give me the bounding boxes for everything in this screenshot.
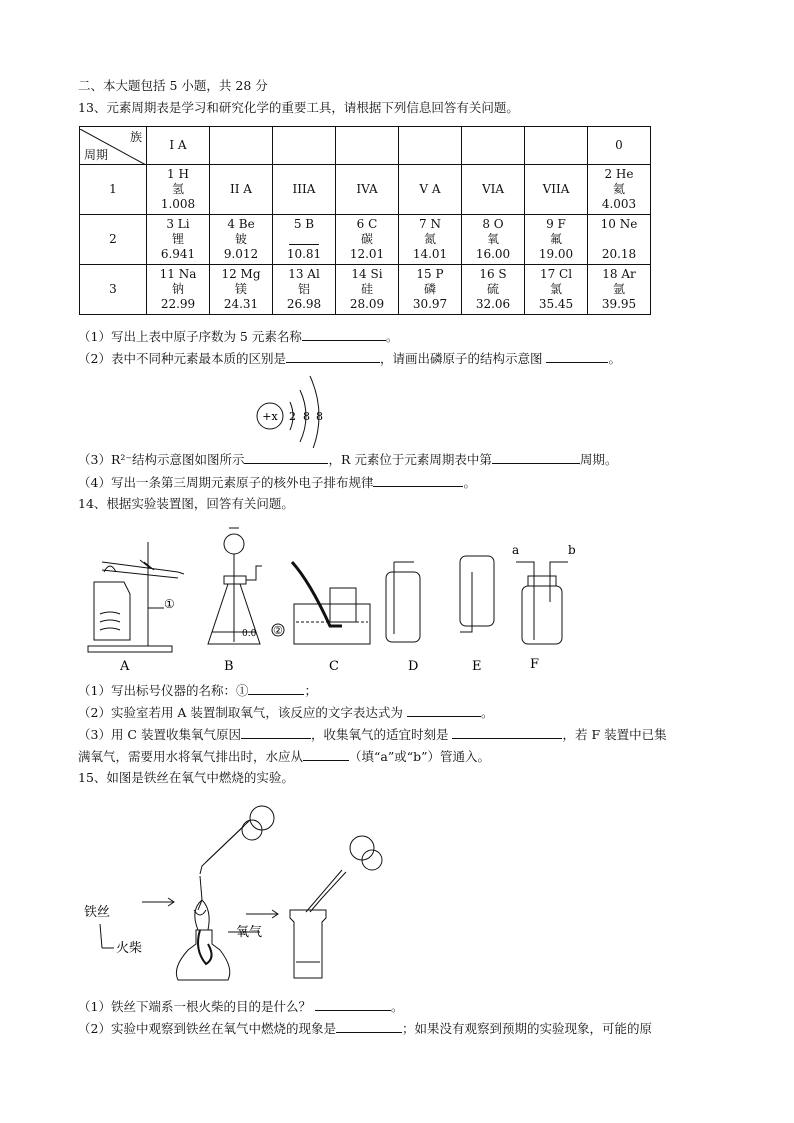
period-label: 1 — [80, 165, 147, 215]
period-label: 2 — [80, 215, 147, 265]
group-label: V A — [399, 165, 462, 215]
element-mass: 32.06 — [475, 297, 511, 311]
element-cell — [399, 215, 462, 265]
q14-part1: （1）写出标号仪器的名称：① ； — [78, 683, 317, 698]
answer-blank[interactable] — [302, 328, 386, 341]
answer-blank[interactable] — [546, 350, 608, 363]
answer-blank[interactable] — [241, 726, 311, 739]
q13-part3-text-b: ，R 元素位于元素周期表中第 — [328, 452, 492, 467]
group-header — [399, 127, 462, 165]
stand-base — [88, 646, 172, 652]
element-mass: 30.97 — [412, 297, 448, 311]
group-header — [525, 127, 588, 165]
element-name-blank[interactable] — [289, 232, 319, 245]
element-cell — [147, 165, 210, 215]
group-header — [273, 127, 336, 165]
element-cell — [588, 165, 651, 215]
apparatus-label: E — [472, 659, 482, 674]
element-cell — [588, 215, 651, 265]
element-mass: 12.01 — [349, 247, 385, 261]
element-mass: 35.45 — [538, 297, 574, 311]
element-mass: 39.95 — [601, 297, 637, 311]
element-name: 磷 — [423, 282, 436, 296]
atomic-structure-diagram — [250, 368, 340, 448]
element-cell — [336, 265, 399, 315]
q14-part3 — [78, 726, 667, 743]
group-label: IVA — [336, 165, 399, 215]
element-name: 氢 — [171, 182, 184, 196]
q13-part3-text: （3）R²⁻结构示意图如图所示 — [78, 452, 245, 467]
corner-group-label: 族 — [129, 129, 142, 144]
answer-blank[interactable] — [492, 451, 580, 464]
q14-part3-text-b: ，收集氧气的适宜时刻是 — [310, 727, 449, 742]
shell-electrons: 2 — [289, 410, 296, 423]
element-number-symbol: 5 B — [293, 217, 315, 231]
element-number-symbol: 13 Al — [288, 267, 320, 281]
label-iron-wire: 铁丝 — [84, 905, 111, 920]
q13-part1: （1）写出上表中原子序数为 5 元素名称 。 — [78, 329, 399, 344]
element-cell — [462, 215, 525, 265]
q14-part3-text-e: （填“a”或“b”）管通入。 — [349, 749, 491, 764]
marker-1: ① — [164, 597, 175, 611]
group-header: I A — [147, 127, 210, 165]
element-cell — [210, 265, 273, 315]
tongs-handle — [250, 806, 274, 830]
element-mass: 16.00 — [475, 247, 511, 261]
q13-part3-text-c: 周期。 — [579, 452, 618, 467]
element-number-symbol: 3 Li — [166, 217, 190, 231]
element-number-symbol: 10 Ne — [600, 217, 638, 231]
element-cell — [588, 265, 651, 315]
element-number-symbol: 2 He — [604, 167, 634, 181]
q13-part4: （4）写出一条第三周期元素原子的核外电子排布规律 。 — [78, 475, 476, 490]
answer-blank[interactable] — [303, 748, 349, 761]
element-mass: 1.008 — [160, 197, 196, 211]
nucleus-charge: +x — [262, 410, 278, 423]
element-cell — [273, 265, 336, 315]
element-mass: 28.09 — [349, 297, 385, 311]
test-tube — [102, 562, 178, 572]
element-mass: 26.98 — [286, 297, 322, 311]
element-name: 氩 — [612, 282, 625, 296]
q15-part1-text: （1）铁丝下端系一根火柴的目的是什么？ — [78, 999, 311, 1014]
apparatus-label: D — [408, 659, 419, 674]
element-mass: 10.81 — [286, 247, 322, 261]
q13-part4-text: （4）写出一条第三周期元素原子的核外电子排布规律 — [78, 475, 374, 490]
alcohol-lamp — [94, 582, 130, 640]
answer-blank[interactable] — [315, 998, 391, 1011]
element-number-symbol: 7 N — [419, 217, 441, 231]
periodic-table — [79, 126, 651, 315]
element-number-symbol: 14 Si — [351, 267, 383, 281]
element-cell — [525, 215, 588, 265]
element-number-symbol: 4 Be — [227, 217, 255, 231]
q14-part2: （2）实验室若用 A 装置制取氧气，该反应的文字表达式为 。 — [78, 705, 494, 720]
q14-part3-text-c: ，若 F 装置中已集 — [562, 727, 667, 742]
element-number-symbol: 11 Na — [159, 267, 197, 281]
element-number-symbol: 18 Ar — [602, 267, 636, 281]
element-cell — [147, 265, 210, 315]
element-number-symbol: 9 F — [546, 217, 566, 231]
answer-blank[interactable] — [248, 682, 304, 695]
element-name: 钠 — [171, 282, 184, 296]
q15-part2 — [78, 1020, 652, 1037]
element-number-symbol: 8 O — [482, 217, 504, 231]
element-name: 氧 — [486, 232, 499, 246]
q15-part1: （1）铁丝下端系一根火柴的目的是什么？ 。 — [78, 999, 404, 1014]
water-trough — [294, 604, 370, 644]
answer-blank[interactable] — [407, 704, 481, 717]
element-name: 碳 — [360, 232, 373, 246]
element-name: 锂 — [171, 232, 184, 246]
question-15-stem: 15、如图是铁丝在氧气中燃烧的实验。 — [78, 770, 294, 785]
q15-part2-text: （2）实验中观察到铁丝在氧气中燃烧的现象是 — [78, 1021, 336, 1036]
element-number-symbol: 12 Mg — [221, 267, 261, 281]
group-header: 0 — [588, 127, 651, 165]
element-cell — [525, 265, 588, 315]
element-cell — [147, 215, 210, 265]
answer-blank[interactable] — [336, 1020, 402, 1033]
group-header — [210, 127, 273, 165]
q15-part2-text-b: ；如果没有观察到预期的实验现象，可能的原 — [401, 1021, 652, 1036]
element-name: 硫 — [486, 282, 499, 296]
element-name: 氯 — [549, 282, 562, 296]
element-name: 氦 — [612, 182, 625, 196]
table-row — [80, 215, 651, 265]
q14-part3-text: （3）用 C 装置收集氧气原因 — [78, 727, 241, 742]
group-label: II A — [210, 165, 273, 215]
q14-part2-text: （2）实验室若用 A 装置制取氧气，该反应的文字表达式为 — [78, 705, 403, 720]
gas-jar-d — [386, 572, 420, 642]
powder-label: 0.0 — [242, 629, 257, 639]
element-number-symbol: 16 S — [479, 267, 507, 281]
question-14-stem: 14、根据实验装置图，回答有关问题。 — [78, 496, 294, 511]
q14-part1-text: （1）写出标号仪器的名称：① — [78, 683, 249, 698]
table-row — [80, 165, 651, 215]
element-name: 镁 — [234, 282, 247, 296]
group-label: IIIA — [273, 165, 336, 215]
apparatus-label: F — [530, 657, 540, 672]
group-header — [462, 127, 525, 165]
q13-part2: （2）表中不同种元素最本质的区别是 ，请画出磷原子的结构示意图 。 — [78, 351, 621, 366]
element-cell — [273, 215, 336, 265]
element-cell — [336, 215, 399, 265]
port-a-label: a — [512, 543, 520, 557]
element-name: 硅 — [360, 282, 373, 296]
element-mass: 4.003 — [601, 197, 637, 211]
oxygen-bottle — [290, 910, 326, 978]
element-mass: 19.00 — [538, 247, 574, 261]
alcohol-lamp — [176, 930, 229, 980]
element-mass: 20.18 — [601, 247, 637, 261]
element-mass: 14.01 — [412, 247, 448, 261]
element-cell — [210, 215, 273, 265]
shell-electrons: 8 — [303, 410, 310, 423]
q13-part1-text: （1）写出上表中原子序数为 5 元素名称 — [78, 329, 302, 344]
element-mass: 9.012 — [223, 247, 259, 261]
table-row — [80, 265, 651, 315]
element-name: 铝 — [297, 282, 310, 296]
label-match: 火柴 — [116, 941, 143, 956]
q13-part2-text-b: ，请画出磷原子的结构示意图 — [379, 351, 543, 366]
gas-washing-bottle — [522, 586, 562, 644]
iron-wire-figure — [80, 790, 400, 990]
port-b-label: b — [568, 543, 576, 557]
period-label: 3 — [80, 265, 147, 315]
table-corner-header — [80, 127, 147, 165]
element-number-symbol: 15 P — [416, 267, 444, 281]
shell-electrons: 8 — [316, 410, 323, 423]
element-mass: 22.99 — [160, 297, 196, 311]
element-cell — [399, 265, 462, 315]
group-header — [336, 127, 399, 165]
marker-2: ② — [273, 624, 283, 637]
section-title: 二、本大题包括 5 小题，共 28 分 — [78, 78, 268, 93]
element-mass: 6.941 — [160, 247, 196, 261]
answer-blank[interactable] — [373, 474, 463, 487]
apparatus-label: C — [329, 659, 339, 674]
funnel-bulb — [224, 534, 244, 554]
element-mass: 24.31 — [223, 297, 259, 311]
gas-jar-e — [460, 556, 494, 626]
apparatus-figure — [84, 522, 724, 674]
element-number-symbol: 17 Cl — [539, 267, 573, 281]
element-name: 铍 — [234, 232, 247, 246]
question-13-stem: 13、元素周期表是学习和研究化学的重要工具，请根据下列信息回答有关问题。 — [78, 100, 519, 115]
apparatus-label: A — [120, 659, 130, 674]
element-cell — [462, 265, 525, 315]
corner-period-label: 周期 — [84, 147, 109, 162]
group-label: VIIA — [525, 165, 588, 215]
q13-part3 — [78, 451, 617, 468]
element-number-symbol: 1 H — [167, 167, 189, 181]
q13-part2-text: （2）表中不同种元素最本质的区别是 — [78, 351, 286, 366]
label-oxygen: 氧气 — [236, 925, 263, 940]
stopper — [224, 576, 246, 584]
apparatus-label: B — [224, 659, 234, 674]
delivery-tube — [292, 562, 342, 626]
element-name: 氮 — [423, 232, 436, 246]
element-number-symbol: 6 C — [356, 217, 378, 231]
group-label: VIA — [462, 165, 525, 215]
answer-blank[interactable] — [452, 726, 562, 739]
q14-part3-cont — [78, 748, 490, 765]
answer-blank[interactable] — [244, 451, 328, 464]
element-name: 氟 — [549, 232, 562, 246]
q14-part3-text-d: 满氧气，需要用水将氧气排出时，水应从 — [78, 749, 304, 764]
answer-blank[interactable] — [286, 350, 380, 363]
